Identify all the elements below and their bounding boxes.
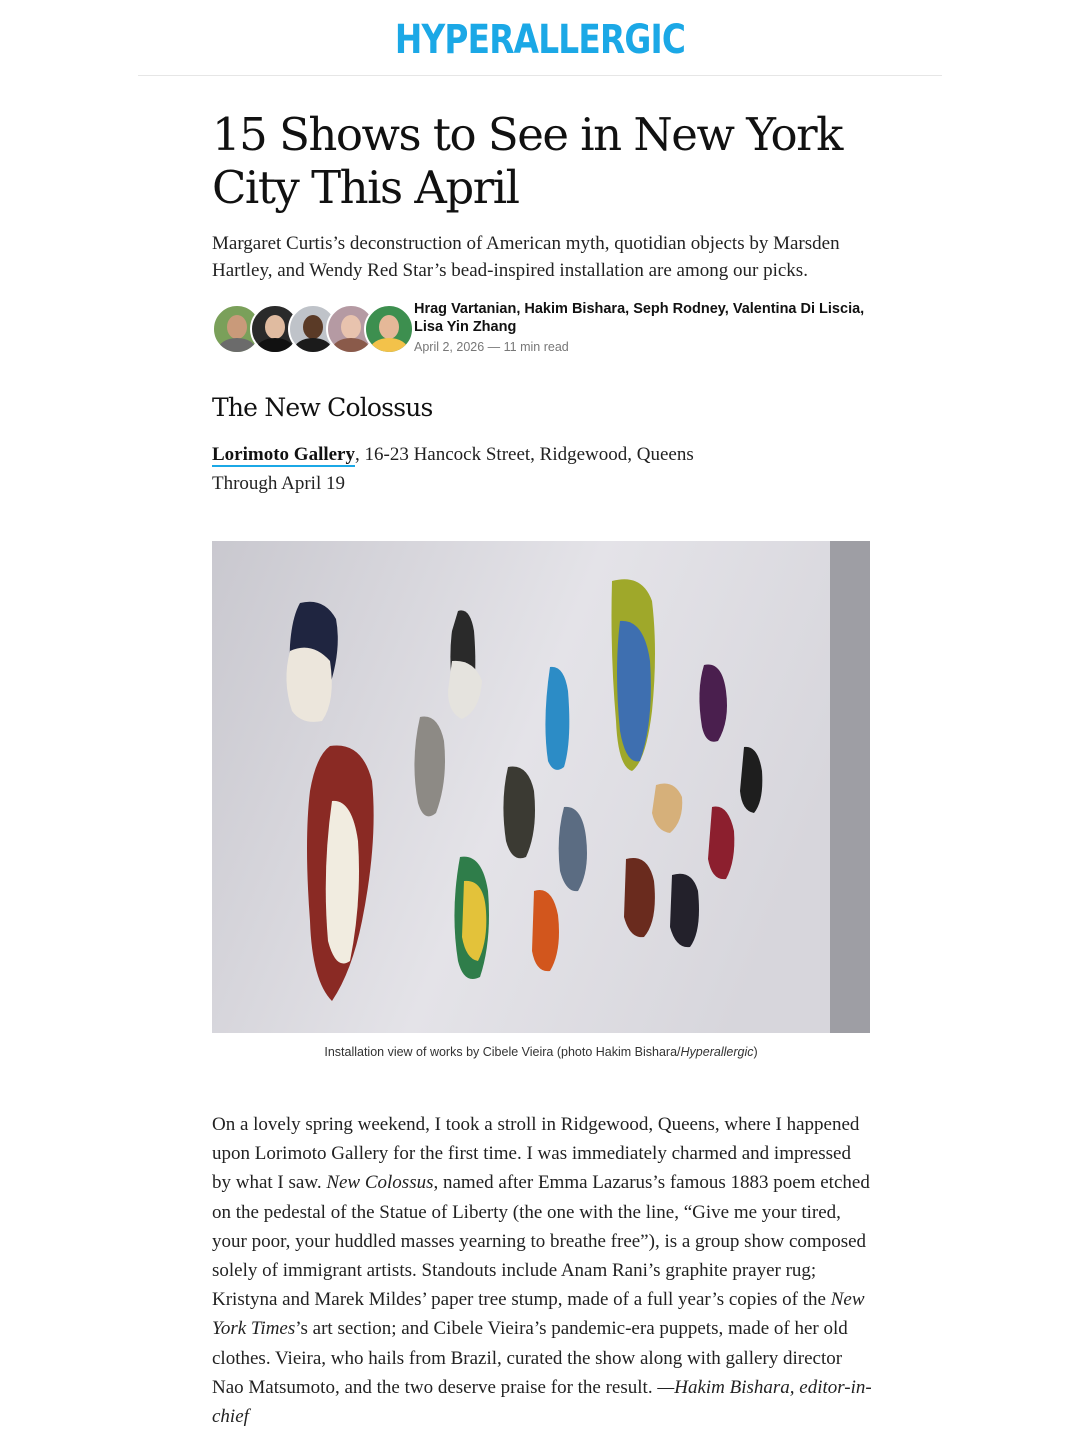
byline <box>212 300 872 356</box>
body-italic-newspaper: New York Times <box>212 1289 865 1340</box>
section-title: The New Colossus <box>212 393 433 422</box>
read-time: 11 min read <box>503 340 569 354</box>
photo-caption <box>212 1045 870 1059</box>
installation-photo <box>212 541 870 1033</box>
masthead <box>138 0 942 76</box>
venue-info <box>212 440 694 498</box>
site-logo[interactable]: HYPERALLERGIC <box>394 17 686 63</box>
body-text-2: , named after Emma Lazarus’s famous 1883 poem etched on the pedestal of the Statue of Liberty (the one with the line, “Give me your tired, your poor, your huddled masses yearning to breathe free”), is a group show composed solely of immigrant artists. Standouts include Anam Rani’s graphite prayer rug; Kristyna and Marek Mildes’ paper tree stump, made of a full year’s copies of the <box>212 1172 870 1311</box>
caption-italic: Hyperallergic <box>680 1045 754 1059</box>
caption-text: Installation view of works by Cibele Vieira (photo Hakim Bishara/ <box>324 1045 681 1059</box>
author-avatars <box>212 304 412 352</box>
exhibition-dates: Through April 19 <box>212 473 345 494</box>
caption-end: ) <box>753 1045 758 1059</box>
publish-date: April 2, 2026 <box>414 340 485 354</box>
meta-separator: — <box>487 340 501 354</box>
venue-link[interactable]: Lorimoto Gallery <box>212 444 355 465</box>
article-dek: Margaret Curtis’s deconstruction of American myth, quotidian objects by Marsden Hartley, and Wendy Red Star’s bead-inspired installation are among our picks. <box>212 233 840 281</box>
body-paragraph <box>212 1110 872 1431</box>
body-text-3: ’s art section; and Cibele Vieira’s pandemic-era puppets, made of her old clothes. Vieira, who hails from Brazil, curated the show along with gallery director Nao Matsumoto, and the two deserve praise for the result. <box>212 1318 848 1398</box>
avatar[interactable] <box>364 304 414 354</box>
body-text-1: On a lovely spring weekend, I took a stroll in Ridgewood, Queens, where I happened upon Lorimoto Gallery for the first time. I was immediately charmed and impressed by what I saw. <box>212 1114 860 1194</box>
author-signature: —Hakim Bishara, editor-in-chief <box>212 1376 872 1428</box>
installation-photo-illustration <box>212 541 870 1033</box>
article-headline: 15 Shows to See in New York City This April <box>212 108 842 214</box>
venue-line <box>212 440 694 469</box>
article-meta <box>414 340 569 354</box>
author-names[interactable]: Hrag Vartanian, Hakim Bishara, Seph Rodney, Valentina Di Liscia, Lisa Yin Zhang <box>414 301 865 335</box>
body-italic-title: New Colossus <box>326 1172 434 1194</box>
venue-address: , 16-23 Hancock Street, Ridgewood, Queens <box>355 444 694 465</box>
